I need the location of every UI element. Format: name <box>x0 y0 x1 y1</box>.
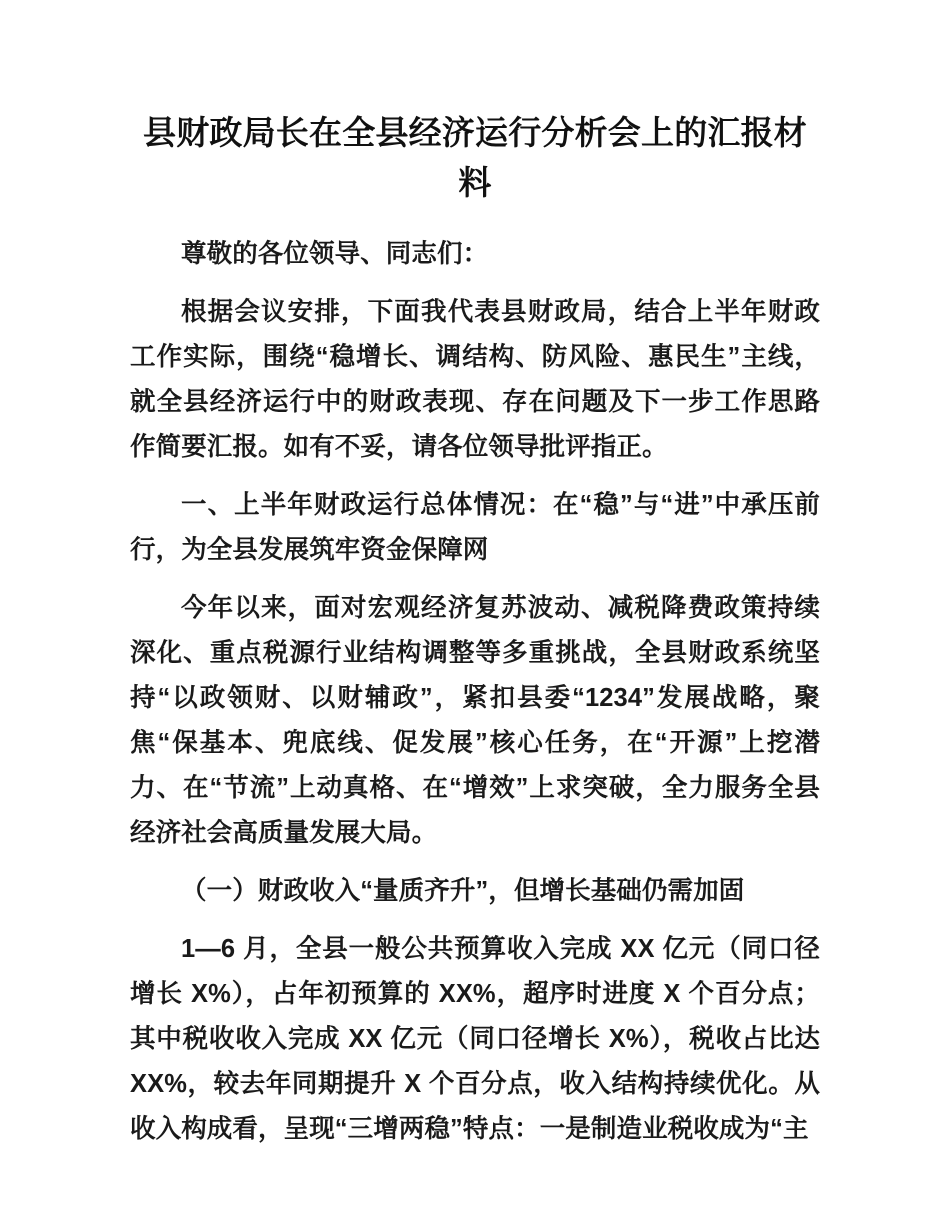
heading-section-1: 一、上半年财政运行总体情况：在“稳”与“进”中承压前行，为全县发展筑牢资金保障网 <box>130 491 820 564</box>
paragraph-subsection-1-1-body: 1—6 月，全县一般公共预算收入完成 XX 亿元（同口径增长 X%），占年初预算的 XX%，超序时进度 X 个百分点；其中税收收入完成 XX 亿元（同口径增长 X%），税收占比达 XX%，较去年同期提升 X 个百分点，收入结构持续优化。从收入构成看，呈现“三增两稳”特点：一是制造业税收成为“主 <box>130 935 820 1143</box>
paragraph-opening: 根据会议安排，下面我代表县财政局，结合上半年财政工作实际，围绕“稳增长、调结构、防风险、惠民生”主线，就全县经济运行中的财政表现、存在问题及下一步工作思路作简要汇报。如有不妥，请各位领导批评指正。 <box>130 298 820 461</box>
paragraph-section-1-intro: 今年以来，面对宏观经济复苏波动、减税降费政策持续深化、重点税源行业结构调整等多重挑战，全县财政系统坚持“以政领财、以财辅政”，紧扣县委“1234”发展战略，聚焦“保基本、兜底线、促发展”核心任务，在“开源”上挖潜力、在“节流”上动真格、在“增效”上求突破，全力服务全县经济社会高质量发展大局。 <box>130 594 820 847</box>
document-body <box>130 232 820 1152</box>
heading-subsection-1-1: （一）财政收入“量质齐升”，但增长基础仍需加固 <box>181 877 745 905</box>
paragraph-salutation: 尊敬的各位领导、同志们： <box>181 240 489 268</box>
page-title: 县财政局长在全县经济运行分析会上的汇报材料 <box>143 114 807 201</box>
